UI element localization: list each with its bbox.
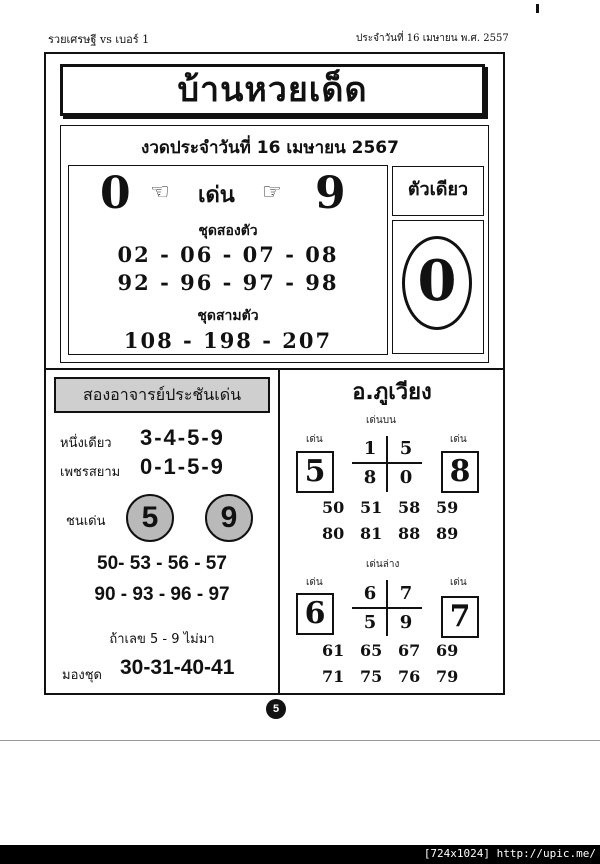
page-number: 5 bbox=[272, 703, 280, 715]
top-grid-vline bbox=[386, 436, 388, 492]
chon-ball-a-digit: 5 bbox=[141, 501, 159, 534]
column-divider bbox=[278, 369, 280, 694]
top-grid-cell: 1 bbox=[363, 438, 377, 459]
top-number-row2 bbox=[322, 524, 474, 543]
bottom-left-box-digit: 6 bbox=[304, 596, 326, 631]
right-panel-heading: อ.ภูเวียง bbox=[352, 380, 432, 405]
bottom-left-label: เด่น bbox=[306, 577, 323, 588]
lead-left-digit: 0 bbox=[100, 168, 131, 219]
single-digit: 0 bbox=[417, 248, 457, 314]
row1-label: หนึ่งเดียว bbox=[60, 436, 112, 451]
page-number-badge bbox=[266, 699, 286, 719]
lead-word: เด่น bbox=[198, 183, 235, 208]
top-left-box-digit: 5 bbox=[304, 454, 326, 489]
pointing-hand-right-icon: ☜ bbox=[150, 180, 170, 205]
top-left-label: เด่น bbox=[306, 434, 323, 445]
bottom-right-box-digit: 7 bbox=[449, 599, 471, 634]
single-label-box bbox=[392, 166, 484, 216]
bottom-grid-cell: 9 bbox=[399, 612, 413, 633]
single-label: ตัวเดียว bbox=[407, 179, 469, 200]
row2-label: เพชรสยาม bbox=[60, 465, 121, 480]
bottom-number: 71 bbox=[322, 667, 345, 686]
chon-ball-b-digit: 9 bbox=[220, 501, 238, 534]
top-number: 58 bbox=[398, 498, 421, 517]
top-block-label: เด่นบน bbox=[366, 415, 396, 426]
bottom-grid-vline bbox=[386, 580, 388, 636]
bottom-number: 69 bbox=[436, 641, 459, 660]
bottom-number: 67 bbox=[398, 641, 421, 660]
left-panel-heading: สองอาจารย์ประชันเด่น bbox=[82, 385, 242, 404]
two-digit-row1: 02 - 06 - 07 - 08 bbox=[117, 242, 339, 267]
top-left-box bbox=[296, 451, 334, 493]
top-number: 59 bbox=[436, 498, 459, 517]
top-number-row1 bbox=[322, 498, 474, 517]
three-digit-label: ชุดสามตัว bbox=[197, 308, 259, 324]
bottom-number: 75 bbox=[360, 667, 383, 686]
pointing-hand-left-icon: ☞ bbox=[262, 180, 282, 205]
top-grid-cell: 5 bbox=[399, 438, 413, 459]
bottom-right-label: เด่น bbox=[450, 577, 467, 588]
header-left: รวยเศรษฐี vs เบอร์ 1 bbox=[48, 33, 150, 46]
top-right-box bbox=[441, 451, 479, 493]
top-number: 80 bbox=[322, 524, 345, 543]
top-grid-cell: 8 bbox=[363, 467, 377, 488]
title-banner bbox=[60, 64, 485, 116]
bottom-block-label: เด่นล่าง bbox=[366, 559, 400, 570]
corner-mark bbox=[536, 4, 539, 13]
left-panel-heading-box bbox=[54, 377, 270, 413]
bottom-number-row2 bbox=[322, 667, 474, 686]
two-digit-label: ชุดสองตัว bbox=[198, 223, 258, 239]
footer-strip bbox=[0, 845, 600, 864]
pairs-row2: 90 - 93 - 96 - 97 bbox=[94, 584, 230, 605]
top-grid-cell: 0 bbox=[399, 467, 413, 488]
page-title: บ้านหวยเด็ด bbox=[177, 70, 368, 110]
page-bottom-rule bbox=[0, 740, 600, 741]
row1-value: 3-4-5-9 bbox=[140, 425, 225, 450]
chon-label: ชนเด่น bbox=[66, 514, 106, 529]
chon-ball-b bbox=[205, 494, 253, 542]
bottom-grid-cell: 6 bbox=[363, 583, 377, 604]
draw-date: งวดประจำวันที่ 16 เมษายน 2567 bbox=[141, 138, 399, 158]
bottom-right-box bbox=[441, 596, 479, 638]
three-digit-row: 108 - 198 - 207 bbox=[123, 328, 333, 353]
top-number: 88 bbox=[398, 524, 421, 543]
bottom-number: 65 bbox=[360, 641, 383, 660]
section-divider bbox=[44, 368, 505, 370]
lead-right-digit: 9 bbox=[315, 168, 346, 219]
bottom-grid-cell: 7 bbox=[399, 583, 413, 604]
pairs-row1: 50- 53 - 56 - 57 bbox=[97, 553, 227, 574]
mongchut-value: 30-31-40-41 bbox=[120, 656, 235, 679]
top-number: 51 bbox=[360, 498, 383, 517]
chon-ball-a bbox=[126, 494, 174, 542]
footer-text[interactable]: [724x1024] http://upic.me/ bbox=[423, 847, 596, 860]
row2-value: 0-1-5-9 bbox=[140, 454, 225, 479]
bottom-number-row1 bbox=[322, 641, 474, 660]
bottom-grid-cell: 5 bbox=[363, 612, 377, 633]
mongchut-label: มองชุด bbox=[62, 668, 102, 683]
bottom-left-box bbox=[296, 593, 334, 635]
bottom-number: 61 bbox=[322, 641, 345, 660]
if-missing-note: ถ้าเลข 5 - 9 ไม่มา bbox=[109, 632, 215, 647]
top-right-label: เด่น bbox=[450, 434, 467, 445]
two-digit-row2: 92 - 96 - 97 - 98 bbox=[117, 270, 339, 295]
top-number: 50 bbox=[322, 498, 345, 517]
top-number: 81 bbox=[360, 524, 383, 543]
top-number: 89 bbox=[436, 524, 459, 543]
header-right: ประจำวันที่ 16 เมษายน พ.ศ. 2557 bbox=[356, 33, 509, 44]
top-right-box-digit: 8 bbox=[449, 454, 471, 489]
bottom-number: 79 bbox=[436, 667, 459, 686]
bottom-number: 76 bbox=[398, 667, 421, 686]
